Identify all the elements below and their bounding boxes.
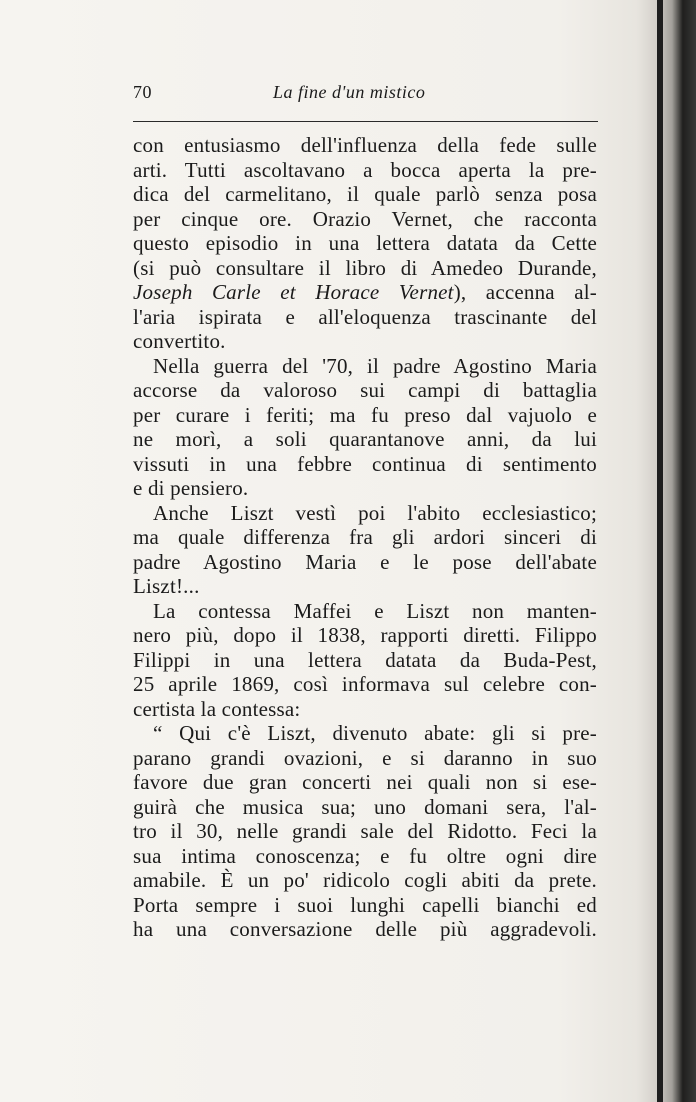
page-gutter-shadow (636, 0, 696, 1102)
text-line: amabile. È un po' ridicolo cogli abiti da prete. (133, 868, 597, 892)
running-title: La fine d'un mistico (273, 82, 426, 102)
text-line: favore due gran concerti nei quali non si ese- (133, 770, 597, 794)
text-line: 25 aprile 1869, così informava sul celebre con- (133, 672, 597, 696)
header-rule (133, 121, 598, 122)
text-line: questo episodio in una lettera datata da Cette (133, 231, 597, 255)
text-line: sua intima conoscenza; e fu oltre ogni dire (133, 843, 597, 868)
body-text (133, 133, 597, 942)
text-line: parano grandi ovazioni, e si daranno in suo (133, 745, 597, 770)
text-line: Porta sempre i suoi lunghi capelli bianchi ed (133, 892, 597, 917)
book-spine (657, 0, 663, 1102)
text-line: arti. Tutti ascoltavano a bocca aperta la pre- (133, 157, 597, 182)
text-line: dica del carmelitano, il quale parlò senza posa (133, 182, 597, 206)
text-line-rest: ), accenna al- (453, 280, 598, 304)
text-line: guirà che musica sua; uno domani sera, l'al- (133, 794, 597, 819)
text-line: per curare i feriti; ma fu preso dal vajuolo e (133, 402, 597, 427)
text-line: certista la contessa: (133, 696, 301, 721)
text-line: Filippi in una lettera datata da Buda-Pest, (133, 647, 597, 672)
text-line: ha una conversazione delle più aggradevoli. (133, 917, 597, 941)
text-line: “ Qui c'è Liszt, divenuto abate: gli si pre- (153, 721, 597, 745)
text-line: ne morì, a soli quarantanove anni, da lui (133, 427, 597, 451)
text-line: l'aria ispirata e all'eloquenza trascinante del (133, 304, 597, 329)
text-line: per cinque ore. Orazio Vernet, che racconta (133, 206, 597, 231)
text-line: accorse da valoroso sui campi di battaglia (133, 378, 597, 402)
text-line: padre Agostino Maria e le pose dell'abate (133, 549, 597, 574)
text-line: Anche Liszt vestì poi l'abito ecclesiastico; (153, 500, 597, 525)
text-line: vissuti in una febbre continua di sentimento (133, 451, 597, 476)
text-line: convertito. (133, 329, 226, 353)
book-title-italic: Joseph Carle et Horace Vernet (133, 280, 454, 304)
page-header (133, 80, 598, 110)
text-line-with-italic-title (133, 280, 597, 305)
text-line: Nella guerra del '70, il padre Agostino Maria (153, 353, 597, 378)
text-line: nero più, dopo il 1838, rapporti diretti. Filippo (133, 623, 597, 647)
text-line: (si può consultare il libro di Amedeo Durande, (133, 255, 597, 280)
text-line: ma quale differenza fra gli ardori sinceri di (133, 525, 597, 549)
text-line: tro il 30, nelle grandi sale del Ridotto. Feci la (133, 819, 597, 843)
text-line: con entusiasmo dell'influenza della fede sulle (133, 133, 597, 157)
text-line: La contessa Maffei e Liszt non manten- (153, 598, 597, 623)
text-line: e di pensiero. (133, 476, 249, 500)
page-number: 70 (133, 82, 152, 102)
text-line: Liszt!... (133, 574, 200, 598)
